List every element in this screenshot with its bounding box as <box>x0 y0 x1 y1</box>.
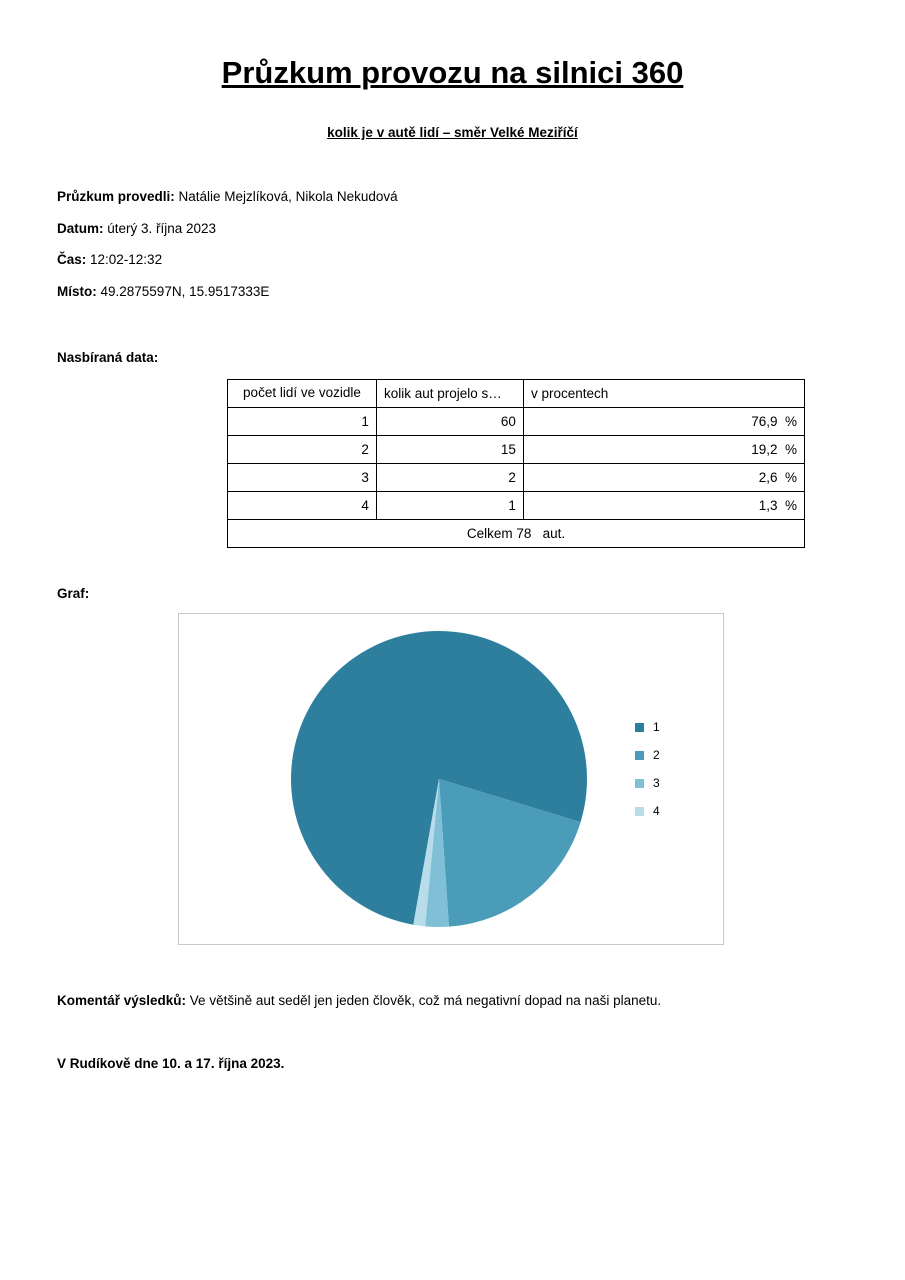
legend-swatch-4 <box>635 807 644 816</box>
survey-metadata <box>0 190 905 298</box>
meta-row-place <box>57 285 905 299</box>
meta-value-authors: Natálie Mejzlíková, Nikola Nekudová <box>174 189 398 204</box>
legend-label-1: 1 <box>653 720 660 734</box>
meta-label-place: Místo: <box>57 283 97 299</box>
chart-wrapper <box>0 613 905 945</box>
chart-legend <box>635 721 705 833</box>
legend-swatch-1 <box>635 723 644 732</box>
meta-label-time: Čas: <box>57 252 87 267</box>
chart-section-label: Graf: <box>57 586 90 601</box>
page-subtitle: kolik je v autě lidí – směr Velké Meziříčí <box>327 125 578 140</box>
table-row <box>228 436 805 464</box>
legend-label-2: 2 <box>653 748 660 762</box>
meta-row-authors <box>57 190 905 204</box>
pie-holder <box>289 629 589 929</box>
data-table-wrapper <box>0 379 905 548</box>
column-header-cars: kolik aut projelo s… <box>376 380 523 408</box>
table-row <box>228 492 805 520</box>
data-table <box>227 379 805 548</box>
table-row <box>228 464 805 492</box>
column-header-percent: v procentech <box>523 380 804 408</box>
comment-paragraph <box>0 993 905 1008</box>
legend-item <box>635 777 705 789</box>
cell-total: Celkem 78 aut. <box>228 520 805 548</box>
legend-item <box>635 721 705 733</box>
cell-percent: 1,3 % <box>523 492 804 520</box>
cell-people: 1 <box>228 408 377 436</box>
legend-label-3: 3 <box>653 776 660 790</box>
cell-cars: 15 <box>376 436 523 464</box>
pie-svg <box>289 629 589 929</box>
cell-percent: 19,2 % <box>523 436 804 464</box>
legend-item <box>635 805 705 817</box>
meta-row-time <box>57 253 905 267</box>
meta-value-time: 12:02-12:32 <box>86 252 163 267</box>
table-header-row <box>228 380 805 408</box>
cell-people: 4 <box>228 492 377 520</box>
meta-value-place: 49.2875597N, 15.9517333E <box>96 283 270 299</box>
column-header-people: počet lidí ve vozidle <box>228 380 377 408</box>
meta-row-date <box>57 222 905 236</box>
meta-value-date: úterý 3. října 2023 <box>103 220 217 236</box>
table-total-row <box>228 520 805 548</box>
legend-swatch-3 <box>635 779 644 788</box>
cell-people: 2 <box>228 436 377 464</box>
signoff-text: V Rudíkově dne 10. a 17. října 2023. <box>57 1056 285 1071</box>
cell-percent: 76,9 % <box>523 408 804 436</box>
pie-chart <box>178 613 724 945</box>
table-row <box>228 408 805 436</box>
legend-label-4: 4 <box>653 804 660 818</box>
cell-cars: 60 <box>376 408 523 436</box>
comment-text: Ve většině aut seděl jen jeden člověk, což má negativní dopad na naši planetu. <box>186 993 662 1008</box>
legend-item <box>635 749 705 761</box>
cell-people: 3 <box>228 464 377 492</box>
cell-cars: 2 <box>376 464 523 492</box>
page-title: Průzkum provozu na silnici 360 <box>221 55 684 90</box>
cell-percent: 2,6 % <box>523 464 804 492</box>
data-section-label: Nasbíraná data: <box>57 350 159 365</box>
cell-cars: 1 <box>376 492 523 520</box>
meta-label-authors: Průzkum provedli: <box>57 189 175 204</box>
meta-label-date: Datum: <box>57 220 104 236</box>
legend-swatch-2 <box>635 751 644 760</box>
comment-label: Komentář výsledků: <box>57 993 187 1008</box>
